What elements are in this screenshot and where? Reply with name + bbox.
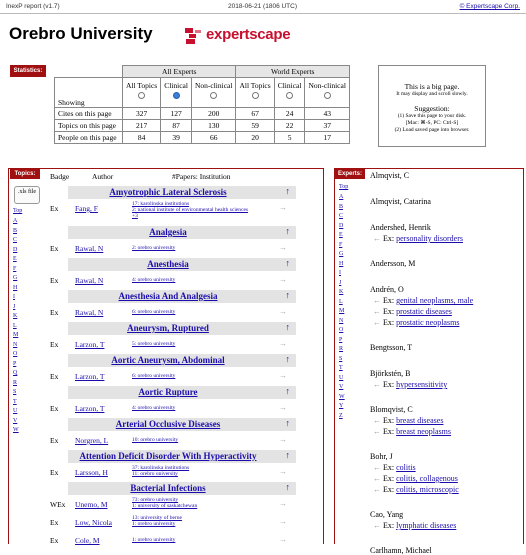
report-date: 2018-06-21 (1806 UTC) — [228, 3, 298, 10]
statistics-label: Statistics: — [10, 65, 46, 77]
right-arrow-icon[interactable]: → — [279, 339, 287, 348]
topic-section-header — [68, 290, 296, 303]
author-link[interactable]: Larzon, T — [75, 372, 105, 381]
expert-alpha-link-w[interactable]: W — [339, 393, 345, 400]
expert-alpha-link-a[interactable]: A — [339, 194, 344, 200]
logo-text: expertscape — [206, 26, 291, 43]
institution-item[interactable]: 1: university of saskatchewan — [132, 503, 198, 509]
expert-name: Bengtsson, T — [370, 343, 413, 352]
institution-item[interactable]: 10: orebro university — [132, 437, 179, 443]
expert-name: Andrén, O — [370, 285, 404, 294]
expert-topic-link[interactable]: breast neoplasms — [396, 427, 451, 436]
topic-title-link[interactable]: Analgesia — [149, 227, 187, 237]
institution-item[interactable]: 37: karolinska institutions — [132, 465, 190, 471]
alpha-link-f[interactable]: F — [13, 265, 17, 272]
badge-label: Ex — [50, 518, 59, 527]
institution-item[interactable]: 6: orebro university — [132, 309, 176, 315]
topic-title-link[interactable]: Aortic Rupture — [138, 387, 198, 397]
arrow-icon: ← — [373, 234, 383, 243]
expert-topic-link[interactable]: personality disorders — [396, 234, 463, 243]
expert-alpha-link-h[interactable]: H — [339, 260, 344, 267]
institution-list — [132, 497, 277, 509]
radio-all-topics[interactable] — [138, 92, 145, 99]
expert-alpha-link-e[interactable]: E — [339, 232, 343, 238]
big-page-notice: This is a big page. It may display and scroll slowly. Suggestion: (1) Save this page to your disk. [Mac: ⌘-S, PC: Ctrl-S] (2) Load saved page into browser. — [378, 65, 486, 147]
radio-world-non-clinical[interactable] — [324, 92, 331, 99]
topic-section-header — [68, 258, 296, 271]
stats-row-topics: Topics on this page 217 87 130 59 22 37 — [55, 120, 350, 132]
expert-topic-item — [373, 463, 416, 472]
up-arrow-icon[interactable]: ↑ — [285, 290, 290, 300]
institution-item[interactable]: 11: orebro university — [132, 471, 178, 477]
expert-alpha-link-m[interactable]: M — [339, 308, 345, 314]
up-arrow-icon[interactable]: ↑ — [285, 322, 290, 332]
expert-topic-item — [373, 521, 456, 530]
badge-label: Ex — [50, 340, 59, 349]
copyright-link[interactable]: © Expertscape Corp. — [459, 3, 520, 10]
badge-label: Ex — [50, 204, 59, 213]
radio-clinical[interactable] — [173, 92, 180, 99]
expert-name: Carlhamn, Michael — [370, 546, 432, 555]
expert-topic-link[interactable]: breast diseases — [396, 416, 444, 425]
institution-list — [132, 201, 277, 219]
radio-world-all-topics[interactable] — [252, 92, 259, 99]
arrow-icon: ← — [373, 416, 383, 425]
topic-title-link[interactable]: Anesthesia And Analgesia — [118, 291, 218, 301]
badge-label: Ex — [50, 536, 59, 545]
expert-alpha-link-y[interactable]: Y — [339, 403, 344, 409]
alpha-link-q[interactable]: Q — [13, 370, 18, 376]
stats-row-people: People on this page 84 39 66 20 5 17 — [55, 132, 350, 144]
ex-prefix: Ex: — [383, 521, 397, 530]
expertscape-logo[interactable] — [184, 25, 294, 47]
expert-topic-link[interactable]: colitis, microscopic — [396, 485, 459, 494]
expert-alpha-link-n[interactable]: N — [339, 317, 344, 324]
right-arrow-icon[interactable]: → — [279, 403, 287, 412]
author-link[interactable]: Larzon, T — [75, 340, 105, 349]
topic-title-link[interactable]: Arterial Occlusive Diseases — [115, 419, 221, 429]
table-row — [46, 464, 316, 482]
table-row — [46, 432, 316, 450]
expert-alpha-link-r[interactable]: R — [339, 346, 344, 352]
arrow-icon: ← — [373, 307, 383, 316]
alpha-link-p[interactable]: P — [13, 360, 17, 367]
expert-topic-item — [373, 380, 447, 389]
expert-name: Andershed, Henrik — [370, 223, 431, 232]
expert-topic-link[interactable]: colitis, collagenous — [396, 474, 458, 483]
expert-name: Bohr, J — [370, 452, 393, 461]
table-row — [46, 336, 316, 354]
author-link[interactable]: Low, Nicola — [75, 518, 113, 527]
alpha-link-c[interactable]: C — [13, 237, 18, 243]
ex-prefix: Ex: — [383, 296, 397, 305]
experts-label: Experts: — [335, 169, 365, 179]
badge-label: Ex — [50, 468, 59, 477]
expert-alpha-link-t[interactable]: T — [339, 365, 343, 371]
table-row — [46, 272, 316, 290]
expert-name: Blomqvist, C — [370, 405, 413, 414]
expert-name: Cao, Yang — [370, 510, 404, 519]
expert-alpha-link-f[interactable]: F — [339, 241, 343, 248]
expert-topic-link[interactable]: lymphatic diseases — [396, 521, 457, 530]
table-row — [46, 200, 316, 226]
institution-list — [132, 245, 277, 251]
top-bar — [0, 0, 526, 14]
topic-title-link[interactable]: Aortic Aneurysm, Abdominal — [111, 355, 225, 365]
institution-list — [132, 537, 277, 543]
expert-topic-link[interactable]: genital neoplasms, male — [396, 296, 474, 305]
arrow-icon: ← — [373, 380, 383, 389]
author-link[interactable]: Cole, M — [75, 536, 100, 545]
institution-item[interactable]: 2: national institute of environmental health sciences — [132, 207, 249, 213]
alpha-link-a[interactable]: A — [13, 218, 18, 224]
expert-topic-link[interactable]: prostatic neoplasms — [396, 318, 460, 327]
alpha-link-n[interactable]: N — [13, 341, 18, 348]
expert-name: Andersson, M — [370, 259, 416, 268]
topic-title-link[interactable]: Bacterial Infections — [130, 483, 206, 493]
expert-alpha-link-i[interactable]: I — [339, 270, 341, 276]
alpha-link-g[interactable]: G — [13, 275, 18, 281]
up-arrow-icon[interactable]: ↑ — [285, 482, 290, 492]
topic-title-link[interactable]: Aneurysm, Ruptured — [127, 323, 209, 333]
radio-world-clinical[interactable] — [286, 92, 293, 99]
expert-topic-item — [373, 474, 458, 483]
big-page-sub: It may display and scroll slowly. — [396, 91, 468, 97]
right-arrow-icon[interactable]: → — [279, 371, 287, 380]
statistics-table — [54, 65, 350, 144]
expert-topic-item — [373, 416, 443, 425]
topic-title-link[interactable]: Amyotrophic Lateral Sclerosis — [109, 187, 227, 197]
institution-item[interactable]: 1: orebro university — [132, 521, 176, 527]
alpha-link-d[interactable]: D — [13, 246, 18, 253]
author-link[interactable]: Fang, F — [75, 204, 98, 213]
expert-topic-item — [373, 485, 459, 494]
col-non-clinical: Non-clinical — [194, 81, 233, 90]
author-link[interactable]: Rawal, N — [75, 276, 104, 285]
badge-label: Ex — [50, 436, 59, 445]
institution-list — [132, 309, 277, 315]
badge-label: Ex — [50, 276, 59, 285]
right-arrow-icon[interactable]: → — [279, 203, 287, 212]
institution-list — [132, 515, 277, 527]
alpha-link-k[interactable]: K — [13, 313, 18, 319]
expert-alpha-link-k[interactable]: K — [339, 289, 344, 295]
institution-item[interactable]: 13: university of berne — [132, 515, 182, 521]
alpha-link-s[interactable]: S — [13, 389, 17, 395]
alpha-link-i[interactable]: I — [13, 294, 15, 300]
topic-section-header — [68, 226, 296, 239]
expert-topic-item — [373, 307, 452, 316]
ex-prefix: Ex: — [383, 318, 397, 327]
col-papers: #Papers: Institution — [172, 172, 231, 181]
right-arrow-icon[interactable]: → — [279, 275, 287, 284]
col-world-all-topics: All Topics — [239, 81, 271, 90]
alpha-link-m[interactable]: M — [13, 332, 19, 338]
up-arrow-icon[interactable]: ↑ — [285, 386, 290, 396]
institution-list — [132, 277, 277, 283]
topic-section-header — [68, 186, 296, 199]
suggestion-label: Suggestion: — [414, 104, 450, 113]
alpha-link-e[interactable]: E — [13, 256, 17, 262]
institution-item[interactable]: 6: orebro university — [132, 373, 176, 379]
col-author: Author — [92, 172, 114, 181]
table-row — [46, 532, 316, 550]
expert-topic-item — [373, 427, 451, 436]
topic-section-header — [68, 418, 296, 431]
topics-label: Topics: — [10, 169, 40, 179]
author-link[interactable]: Unemo, M — [75, 500, 108, 509]
alpha-link-o[interactable]: O — [13, 351, 18, 357]
table-row — [46, 368, 316, 386]
author-link[interactable]: Norgren, L — [75, 436, 109, 445]
institution-item[interactable]: 73: orebro university — [132, 497, 179, 503]
table-row — [46, 304, 316, 322]
institution-item[interactable]: 5: orebro university — [132, 341, 176, 347]
stats-row-cites: Cites on this page 327 127 200 67 24 43 — [55, 108, 350, 120]
col-badge: Badge — [50, 172, 70, 181]
up-arrow-icon[interactable]: ↑ — [285, 186, 290, 196]
institution-list — [132, 437, 277, 443]
badge-label: Ex — [50, 372, 59, 381]
author-link[interactable]: Rawal, N — [75, 244, 104, 253]
institution-item[interactable]: 4: orebro university — [132, 277, 176, 283]
expert-topic-item — [373, 296, 473, 305]
badge-label: Ex — [50, 404, 59, 413]
table-row — [46, 400, 316, 418]
ex-prefix: Ex: — [383, 474, 397, 483]
group-all-experts: All Experts — [123, 66, 236, 78]
alpha-link-w[interactable]: W — [13, 427, 19, 433]
col-world-non-clinical: Non-clinical — [308, 81, 346, 90]
arrow-icon: ← — [373, 318, 383, 327]
badge-label: Ex — [50, 308, 59, 317]
ex-prefix: Ex: — [383, 380, 397, 389]
author-link[interactable]: Rawal, N — [75, 308, 104, 317]
ex-prefix: Ex: — [383, 427, 397, 436]
expert-name: Almqvist, Catarina — [370, 197, 431, 206]
expert-alpha-link-p[interactable]: P — [339, 336, 343, 343]
big-page-title: This is a big page. — [404, 82, 460, 91]
topic-title-link[interactable]: Anesthesia — [147, 259, 189, 269]
expert-alpha-link-u[interactable]: U — [339, 374, 344, 381]
institution-list — [132, 465, 277, 477]
group-world-experts: World Experts — [236, 66, 349, 78]
alpha-link-v[interactable]: V — [13, 417, 18, 424]
expert-topic-item — [373, 234, 463, 243]
author-link[interactable]: Larzon, T — [75, 404, 105, 413]
showing-label: Showing — [55, 78, 123, 108]
expert-alpha-link-s[interactable]: S — [339, 355, 343, 362]
table-row — [46, 496, 316, 514]
table-row — [46, 240, 316, 258]
institution-item[interactable]: 2: orebro university — [132, 245, 176, 251]
expert-alpha-link-d[interactable]: D — [339, 222, 344, 229]
up-arrow-icon[interactable]: ↑ — [285, 354, 290, 364]
topic-section-header — [68, 450, 296, 463]
institution-item[interactable]: 17: karolinska institutions — [132, 201, 190, 207]
expert-alpha-link-l[interactable]: L — [339, 298, 343, 305]
up-arrow-icon[interactable]: ↑ — [285, 418, 290, 428]
right-arrow-icon[interactable]: → — [279, 499, 287, 508]
logo-icon — [184, 25, 206, 47]
arrow-icon: ← — [373, 474, 383, 483]
radio-non-clinical[interactable] — [210, 92, 217, 99]
expert-alpha-link-c[interactable]: C — [339, 213, 344, 219]
right-arrow-icon[interactable]: → — [279, 307, 287, 316]
arrow-icon: ← — [373, 485, 383, 494]
alpha-top-link[interactable]: Top — [13, 208, 23, 214]
expert-name: Almqvist, C — [370, 171, 410, 180]
institution-list — [132, 373, 277, 379]
expert-topic-link[interactable]: prostatic diseases — [396, 307, 452, 316]
expert-alpha-link-z[interactable]: Z — [339, 412, 343, 419]
alpha-link-l[interactable]: L — [13, 322, 17, 329]
topic-section-header — [68, 354, 296, 367]
institution-item[interactable]: 4: orebro university — [132, 405, 176, 411]
institution-list — [132, 405, 277, 411]
expert-topic-link[interactable]: hypersensitivity — [396, 380, 448, 389]
ex-prefix: Ex: — [383, 307, 397, 316]
expert-topic-item — [373, 318, 459, 327]
alpha-link-u[interactable]: U — [13, 408, 18, 414]
expert-alpha-link-v[interactable]: V — [339, 384, 344, 390]
arrow-icon: ← — [373, 463, 383, 472]
alpha-link-b[interactable]: B — [13, 227, 18, 234]
right-arrow-icon[interactable]: → — [279, 517, 287, 526]
institution-list — [132, 341, 277, 347]
app-version: InexP report (v1.7) — [6, 3, 60, 10]
up-arrow-icon[interactable]: ↑ — [285, 450, 290, 460]
ex-prefix: Ex: — [383, 234, 397, 243]
topic-section-header — [68, 386, 296, 399]
badge-label: WEx — [50, 500, 66, 509]
table-row — [46, 514, 316, 532]
ex-prefix: Ex: — [383, 463, 397, 472]
alpha-link-t[interactable]: T — [13, 398, 17, 405]
up-arrow-icon[interactable]: ↑ — [285, 226, 290, 236]
arrow-icon: ← — [373, 521, 383, 530]
arrow-icon: ← — [373, 427, 383, 436]
right-arrow-icon[interactable]: → — [279, 243, 287, 252]
topic-section-header — [68, 322, 296, 335]
alpha-link-j[interactable]: J — [13, 303, 16, 310]
expert-alpha-link-o[interactable]: O — [339, 327, 344, 333]
alpha-link-r[interactable]: R — [13, 379, 18, 386]
ex-prefix: Ex: — [383, 485, 397, 494]
badge-label: Ex — [50, 244, 59, 253]
author-link[interactable]: Larsson, H — [75, 468, 108, 477]
arrow-icon: ← — [373, 296, 383, 305]
right-arrow-icon[interactable]: → — [279, 535, 287, 544]
institution-item[interactable]: +3 — [132, 213, 138, 219]
xls-file-button[interactable]: .xls file — [14, 186, 40, 204]
col-world-clinical: Clinical — [277, 81, 302, 90]
col-all-topics: All Topics — [126, 81, 158, 90]
right-arrow-icon[interactable]: → — [279, 435, 287, 444]
alpha-link-h[interactable]: H — [13, 284, 18, 291]
expert-topic-link[interactable]: colitis — [396, 463, 416, 472]
institution-item[interactable]: 1: orebro university — [132, 537, 176, 543]
col-clinical: Clinical — [164, 81, 188, 90]
ex-prefix: Ex: — [383, 416, 397, 425]
topic-title-link[interactable]: Attention Deficit Disorder With Hyperactivity — [79, 451, 257, 461]
up-arrow-icon[interactable]: ↑ — [285, 258, 290, 268]
expert-alpha-link-b[interactable]: B — [339, 203, 344, 210]
topic-section-header — [68, 482, 296, 495]
page-title: Orebro University — [9, 24, 153, 43]
right-arrow-icon[interactable]: → — [279, 467, 287, 476]
expert-alpha-link-j[interactable]: J — [339, 279, 342, 286]
expert-name: Björkstén, B — [370, 369, 411, 378]
expert-alpha-top-link[interactable]: Top — [339, 184, 349, 190]
expert-alpha-link-g[interactable]: G — [339, 251, 344, 257]
